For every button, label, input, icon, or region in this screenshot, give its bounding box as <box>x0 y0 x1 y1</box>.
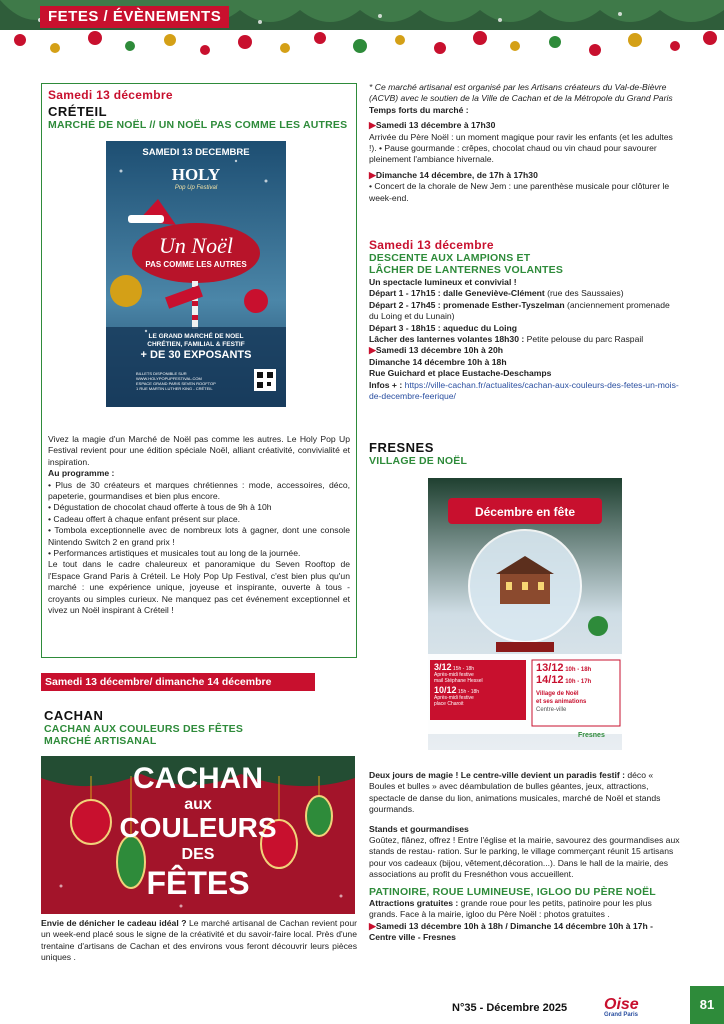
cachan-details <box>369 82 681 204</box>
depart-1-rest: (rue des Saussaies) <box>544 288 624 299</box>
depart-1 <box>369 288 681 299</box>
lieu: Rue Guichard et place Eustache-Deschamps <box>369 368 552 379</box>
fresnes-p1-text: déco « Boules et bulles » avec déambulation de bulles géantes, jeux, attractions, spectacle de danse du lion, animations musicales, marché de Noël et stands gourmands. <box>369 770 661 815</box>
moment-1-text: Arrivée du Père Noël : un moment magique pour ravir les enfants (et les adultes !). • Pause gourmande : crêpes, chocolat chaud ou vin chaud pour savourer pleinement l'ambiance hivernale. <box>369 131 673 165</box>
banner-line-3: COULEURS <box>119 812 277 843</box>
decembre-en-fete-poster <box>428 478 622 750</box>
logo-text: Oise <box>604 996 639 1013</box>
poster-title: Un Noël <box>159 233 233 258</box>
cachan-heading <box>44 708 354 747</box>
depart-2 <box>369 300 681 323</box>
dimanche-hours: Dimanche 14 décembre 10h à 18h <box>369 356 507 367</box>
moment-2-text: • Concert de la chorale de New Jem : une parenthèse musicale pour clôturer le week-end. <box>369 181 670 203</box>
date-3-12-text: Après-midi festive <box>434 672 474 678</box>
fresnes-body <box>369 770 681 944</box>
date-10-12-text: Après-midi festive <box>434 695 474 701</box>
fete-poster-dates-right <box>536 664 620 714</box>
lacher-rest: Petite pelouse du parc Raspail <box>524 334 644 345</box>
moment-2-title <box>369 170 681 181</box>
moment-1-title-text: Samedi 13 décembre à 17h30 <box>375 120 496 131</box>
poster-brand: HOLY <box>171 165 221 184</box>
triangle-bullet-icon: ▶ <box>369 920 376 931</box>
programme-item: • Performances artistiques et musicales tout au long de la journée. <box>48 548 301 559</box>
cachan-date-band: Samedi 13 décembre/ dimanche 14 décembre <box>41 673 315 691</box>
poster-small-3: ESPACE GRAND PARIS SEVEN ROOFTOP <box>136 381 216 386</box>
creteil-body <box>48 434 350 617</box>
cachan-note: * Ce marché artisanal est organisé par les Artisans créateurs du Val-de-Bièvre (ACVB) avec le soutien de la Ville de Cachan et de la Métropole du Grand Paris <box>369 82 673 104</box>
lacher <box>369 334 681 345</box>
village-line-3: Centre-ville <box>536 707 567 713</box>
attractions-bold: Attractions gratuites : <box>369 898 459 909</box>
lampions-section <box>369 238 681 402</box>
lacher-bold: Lâcher des lanternes volantes 18h30 : <box>369 334 525 345</box>
logo-subtext: Grand Paris <box>604 1012 639 1018</box>
page-header <box>0 0 724 62</box>
programme-item: • Dégustation de chocolat chaud offerte à tous de 9h à 10h <box>48 502 272 513</box>
poster-brand-sub: Pop Up Festival <box>174 185 218 191</box>
lampions-intro: Un spectacle lumineux et convivial ! <box>369 277 517 287</box>
fresnes-p1 <box>369 770 681 816</box>
triangle-bullet-icon: ▶ <box>369 120 376 131</box>
programme-label: Au programme : <box>48 468 115 479</box>
fresnes-subtitle: VILLAGE DE NOËL <box>369 455 468 467</box>
lampions-subtitle-2: LÂCHER DE LANTERNES VOLANTES <box>369 264 564 276</box>
poster-desc-2: CHRÉTIEN, FAMILIAL & FESTIF <box>147 341 245 348</box>
magazine-logo <box>604 996 684 1020</box>
poster-desc-1: LE GRAND MARCHÉ DE NOEL <box>148 333 244 340</box>
cachan-text-bold: Envie de dénicher le cadeau idéal ? <box>41 918 187 928</box>
poster-small-4: 1 RUE MARTIN LUTHER KING - CRÉTEIL <box>136 386 213 391</box>
creteil-subtitle: MARCHÉ DE NOËL // UN NOËL PAS COMME LES AUTRES <box>48 119 348 131</box>
triangle-bullet-icon: ▶ <box>369 345 376 356</box>
date-10-12-time: 15h - 18h <box>457 689 480 695</box>
infos-label: Infos + : <box>369 379 403 390</box>
programme-item: • Cadeau offert à chaque enfant présent sur place. <box>48 513 241 524</box>
programme-item: • Plus de 30 créateurs et marques chrétiennes : mode, accessoires, déco, papeterie, gourmandises et bien plus encore. <box>48 479 350 502</box>
samedi-hours-text: Samedi 13 décembre 10h à 20h <box>375 345 503 356</box>
date-14-12: 14/12 <box>536 674 564 686</box>
date-10-12-place: place Charoit <box>434 701 464 707</box>
date-14-12-time: 10h - 17h <box>565 679 592 685</box>
poster-title-2: PAS COMME LES AUTRES <box>145 260 247 269</box>
banner-line-1: CACHAN <box>133 762 263 795</box>
creteil-intro: Vivez la magie d'un Marché de Noël pas comme les autres. Le Holy Pop Up Festival revient pour une édition spéciale Noël, alliant créativité, convivialité et inspiration. <box>48 434 350 467</box>
date-3-12-place: mail Stéphane Hessel <box>434 678 483 684</box>
fresnes-heading <box>369 440 681 467</box>
programme-item: • Tombola exceptionnelle avec de nombreux lots à gagner, dont une console Nintendo Switch 2 en grand prix ! <box>48 525 350 547</box>
cachan-description <box>41 918 357 964</box>
cachan-subtitle-1: CACHAN AUX COULEURS DES FÊTES <box>44 723 244 735</box>
banner-line-4: DES <box>181 846 215 863</box>
cachan-city: CACHAN <box>44 708 104 723</box>
cachan-banner <box>41 756 355 914</box>
lampions-date: Samedi 13 décembre <box>369 238 494 252</box>
triangle-bullet-icon: ▶ <box>369 169 376 180</box>
stands-text: Goûtez, flânez, offrez ! Entre l'église et la mairie, savourez des gourmandises aux stands de restau- ration. Sur le parking, le village commerçant réunit 15 artisans pour vos cadeaux (bijou, vêtement,décoration...). Dans le hall de la mairie, des associations au profit du Fresnéthon vous accueillent. <box>369 835 680 880</box>
cachan-subtitle-2: MARCHÉ ARTISANAL <box>44 735 157 747</box>
fresnes-city: FRESNES <box>369 440 434 455</box>
holy-pop-up-poster <box>106 141 286 407</box>
fresnes-p1-bold: Deux jours de magie ! Le centre-ville devient un paradis festif : <box>369 770 625 780</box>
issue-number: N°35 - Décembre 2025 <box>452 1002 568 1014</box>
cachan-text: Le marché artisanal de Cachan revient pour un week-end placé sous le signe de la créativité et du savoir-faire local. Près d'une trentaine d'artisans de Cachan et des environs vous feront découvrir leurs pièces uniques . <box>41 918 357 963</box>
banner-line-5: FÊTES <box>146 865 250 901</box>
infos <box>369 380 681 403</box>
samedi-hours <box>369 345 681 356</box>
patinoire-heading: PATINOIRE, ROUE LUMINEUSE, IGLOO DU PÈRE NOËL <box>369 885 656 898</box>
date-3-12-time: 15h - 18h <box>452 666 475 672</box>
poster-small-print <box>136 371 251 391</box>
depart-2-bold: Départ 2 - 17h45 : promenade Esther-Tyszelman <box>369 299 565 310</box>
fresnes-final <box>369 921 681 944</box>
poster-small-2: WWW.HOLYPOPUPFESTIVAL.COM <box>136 376 202 381</box>
fete-poster-title: Décembre en fête <box>474 505 576 519</box>
poster-date: SAMEDI 13 DECEMBRE <box>142 147 250 158</box>
fete-poster-dates-left <box>434 664 524 707</box>
village-line-1: Village de Noël <box>536 691 579 697</box>
stands-title: Stands et gourmandises <box>369 823 469 834</box>
creteil-date: Samedi 13 décembre <box>48 88 173 102</box>
date-13-12-time: 10h - 18h <box>565 667 592 673</box>
attractions-text: grande roue pour les petits, patinoire pour les plus grands. Face à la mairie, igloo du Père Noël : photos gratuites . <box>369 898 652 920</box>
moment-2-title-text: Dimanche 14 décembre, de 17h à 17h30 <box>375 169 538 180</box>
poster-small-1: BILLETS DISPONIBLE SUR <box>136 371 187 376</box>
fresnes-final-text: Samedi 13 décembre 10h à 18h / Dimanche 14 décembre 10h à 17h - Centre ville - Fresnes <box>369 920 653 943</box>
infos-link[interactable]: https://ville-cachan.fr/actualites/cachan-aux-couleurs-des-fetes-un-mois-de-decembre-feerique/ <box>369 379 679 402</box>
creteil-box <box>41 83 357 658</box>
section-title: FETES / ÉVÈNEMENTS <box>40 6 229 28</box>
poster-exposants: + DE 30 EXPOSANTS <box>140 349 252 361</box>
lampions-subtitle-1: DESCENTE AUX LAMPIONS ET <box>369 252 531 264</box>
date-13-12: 13/12 <box>536 662 564 674</box>
creteil-city: CRÉTEIL <box>48 104 108 119</box>
attractions <box>369 898 681 921</box>
date-3-12: 3/12 <box>434 662 452 672</box>
depart-2-rest: (anciennement promenade du Loing et du Lunain) <box>369 299 670 322</box>
banner-line-2: aux <box>184 796 212 813</box>
depart-1-bold: Départ 1 - 17h15 : dalle Geneviève-Clément <box>369 288 545 299</box>
fresnes-poster-logo: Fresnes <box>578 732 605 739</box>
page-number: 81 <box>690 986 724 1024</box>
date-10-12: 10/12 <box>434 685 457 695</box>
depart-3: Départ 3 - 18h15 : aqueduc du Loing <box>369 322 518 333</box>
temps-forts-label: Temps forts du marché : <box>369 104 469 115</box>
creteil-outro: Le tout dans le cadre chaleureux et panoramique du Seven Rooftop de l'Espace Grand Paris à Créteil. Le Holy Pop Up Festival, c'est bien plus qu'un marché : une expérience unique, joyeuse et inspirante, ouverte à tous - croyants ou simples curieux. Ne manquez pas cet événement exceptionnel et vivez un Noël inspirant à Créteil ! <box>48 559 350 616</box>
village-line-2: et ses animations <box>536 699 587 705</box>
moment-1-title <box>369 120 681 131</box>
